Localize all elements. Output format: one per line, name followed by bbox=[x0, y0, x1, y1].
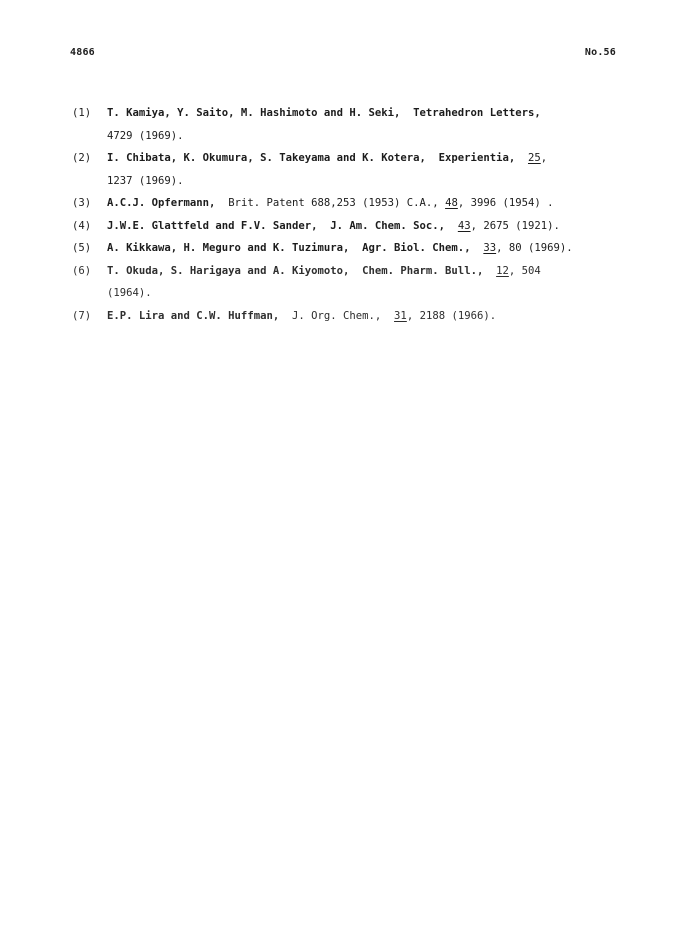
reference-authors: A. Kikkawa, H. Meguro and K. Tuzimura, bbox=[107, 242, 350, 254]
reference-pages: , 2675 (1921). bbox=[470, 219, 560, 232]
reference-authors: T. Kamiya, Y. Saito, M. Hashimoto and H. Seki, bbox=[107, 107, 401, 119]
reference-item bbox=[72, 260, 632, 305]
reference-authors: A.C.J. Opfermann, bbox=[107, 197, 216, 209]
reference-journal: Experientia, bbox=[438, 152, 516, 164]
reference-item bbox=[72, 305, 632, 328]
reference-journal: Chem. Pharm. Bull., bbox=[362, 264, 484, 277]
reference-list bbox=[72, 102, 632, 327]
reference-journal: Agr. Biol. Chem., bbox=[362, 242, 471, 254]
reference-number: (1) bbox=[72, 107, 92, 119]
reference-volume: 12 bbox=[496, 264, 509, 277]
reference-item bbox=[72, 192, 632, 215]
reference-item bbox=[72, 147, 632, 192]
reference-volume: 43 bbox=[457, 219, 471, 232]
reference-journal: Tetrahedron Letters, bbox=[413, 107, 541, 119]
reference-pages: , bbox=[540, 152, 548, 164]
reference-journal: Brit. Patent 688,253 (1953) C.A., bbox=[228, 197, 439, 209]
reference-number: (5) bbox=[72, 242, 92, 254]
reference-journal: J. Am. Chem. Soc., bbox=[330, 219, 446, 232]
reference-number: (7) bbox=[72, 309, 92, 322]
issue-number: No.56 bbox=[584, 47, 616, 58]
reference-continuation: 4729 (1969). bbox=[107, 129, 184, 142]
reference-authors: T. Okuda, S. Harigaya and A. Kiyomoto, bbox=[107, 264, 350, 277]
reference-volume: 31 bbox=[394, 309, 407, 322]
reference-volume: 48 bbox=[445, 197, 458, 209]
reference-number: (4) bbox=[72, 219, 92, 232]
reference-volume: 33 bbox=[483, 242, 497, 254]
reference-pages: , 504 bbox=[508, 264, 541, 277]
reference-authors: J.W.E. Glattfeld and F.V. Sander, bbox=[107, 219, 318, 232]
reference-item bbox=[72, 215, 632, 238]
reference-number: (3) bbox=[72, 197, 92, 209]
reference-journal: J. Org. Chem., bbox=[291, 309, 382, 322]
reference-authors: I. Chibata, K. Okumura, S. Takeyama and K. Kotera, bbox=[107, 152, 426, 164]
reference-item bbox=[72, 102, 632, 147]
reference-number: (6) bbox=[72, 264, 92, 277]
reference-pages: , 3996 (1954) . bbox=[457, 197, 554, 209]
page-number: 4866 bbox=[70, 47, 95, 58]
reference-volume: 25 bbox=[527, 152, 541, 164]
reference-number: (2) bbox=[72, 152, 92, 164]
reference-continuation: (1964). bbox=[107, 287, 152, 299]
reference-item bbox=[72, 237, 632, 260]
reference-pages: , 80 (1969). bbox=[496, 242, 573, 254]
reference-pages: , 2188 (1966). bbox=[406, 309, 497, 322]
reference-continuation: 1237 (1969). bbox=[107, 174, 184, 187]
reference-authors: E.P. Lira and C.W. Huffman, bbox=[107, 309, 280, 322]
